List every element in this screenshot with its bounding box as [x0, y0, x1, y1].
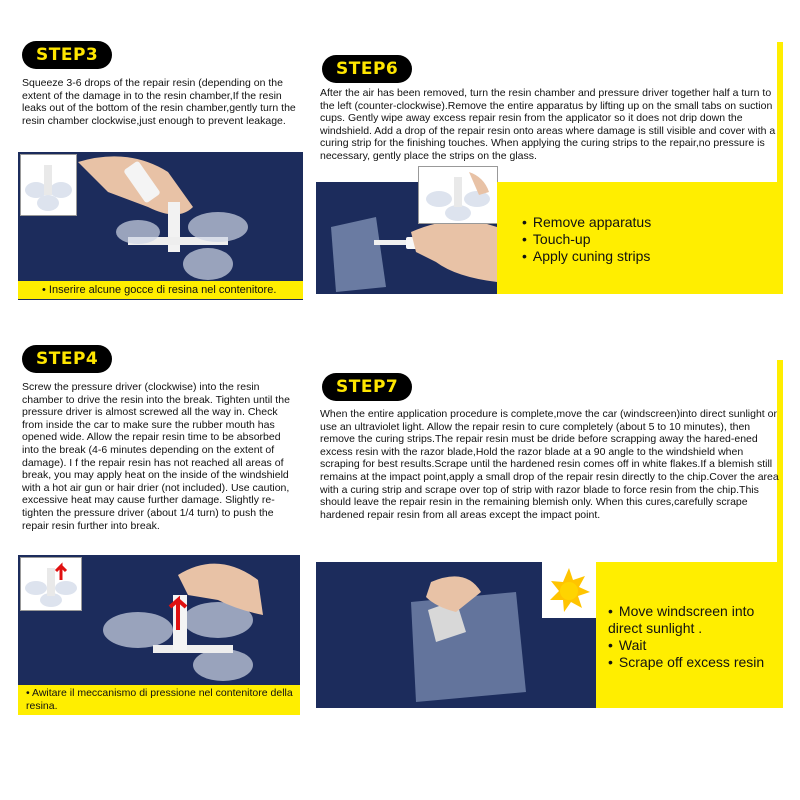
- step3-caption: • Inserire alcune gocce di resina nel contenitore.: [18, 281, 303, 299]
- step7-bullet-item: • Wait: [608, 637, 778, 654]
- step3-inset-image: [20, 154, 77, 216]
- step6-bullet-list: [522, 214, 651, 265]
- step6-inset-image: [418, 166, 498, 224]
- step6-text: After the air has been removed, turn the resin chamber and pressure driver together half a turn to the left (counter-clockwise).Remove the entire apparatus by lifting up on the small tabs on suction cups. Gently wipe away excess repair resin from the applicator so it does not drip down the windshield. Add a drop of the repair resin onto areas where damage is still visible and cover with a curing strip for the finishing touches. When applying the curing strips to the repair,no pressure is necessary, gently place the strips on the glass.: [320, 87, 776, 162]
- step7-sun-inset: [542, 562, 596, 618]
- step6-bullet-item: • Remove apparatus: [522, 214, 651, 231]
- step6-badge: STEP6: [322, 55, 412, 83]
- step4-inset-image: [20, 557, 82, 611]
- step7-bullet-item: • Move windscreen into direct sunlight .: [608, 603, 778, 637]
- step4-badge: STEP4: [22, 345, 112, 373]
- step7-bullet-list: [608, 603, 778, 671]
- step3-badge: STEP3: [22, 41, 112, 69]
- step7-bullet-item: • Scrape off excess resin: [608, 654, 778, 671]
- step7-text: When the entire application procedure is complete,move the car (windscreen)into direct sunlight or use an ultraviolet light. Allow the repair resin to cure completely (about 5 to 10 minutes), then remove the curing strips.The repair resin must be dride before scrapping away the hared-ened excess resin with the razor blade,Hold the razor blade at a 90 angle to the windshield when scraping for best results.Scrape until the hardened resin comes off in white flakes.If a blemish still remains at the impact point,apply a small drop of the repair resin directly to the chip.Cover the area with a curing strip and scrape over top of strip with razor blade to force resin from the chip.This should leave the repair resin in the remaining blemish only. When this cures,carefully scrape hardened repair resin from all areas except the impact point.: [320, 408, 779, 521]
- step4-caption: • Awitare il meccanismo di pressione nel contenitore della resina.: [18, 685, 300, 715]
- sun-icon: [542, 562, 596, 618]
- step7-badge: STEP7: [322, 373, 412, 401]
- step6-bullet-item: • Apply cuning strips: [522, 248, 651, 265]
- step4-text: Screw the pressure driver (clockwise) into the resin chamber to drive the resin into the break. Tighten until the pressure driver is almost screwed all the way in. Check from inside the car to make sure the rubber mouth has opened wide. Allow the repair resin time to be absorbed into the break (4-6 minutes depending on the extent of damage). I f the repair resin has not reached all areas of break, you may apply heat on the inside of the windshield with a hot air gun or hair drier (not included). Use caution, excessive heat may cause further damage. Slightly re-tighten the pressure driver (about 1/4 turn) to push the repair resin further into break.: [22, 381, 290, 532]
- step6-bullet-item: • Touch-up: [522, 231, 651, 248]
- step3-text: Squeeze 3-6 drops of the repair resin (depending on the extent of the damage in to the resin chamber,If the resin leaks out of the bottom of the resin chamber,gently turn the resin chamber clockwise,just enough to prevent leakage.: [22, 77, 296, 127]
